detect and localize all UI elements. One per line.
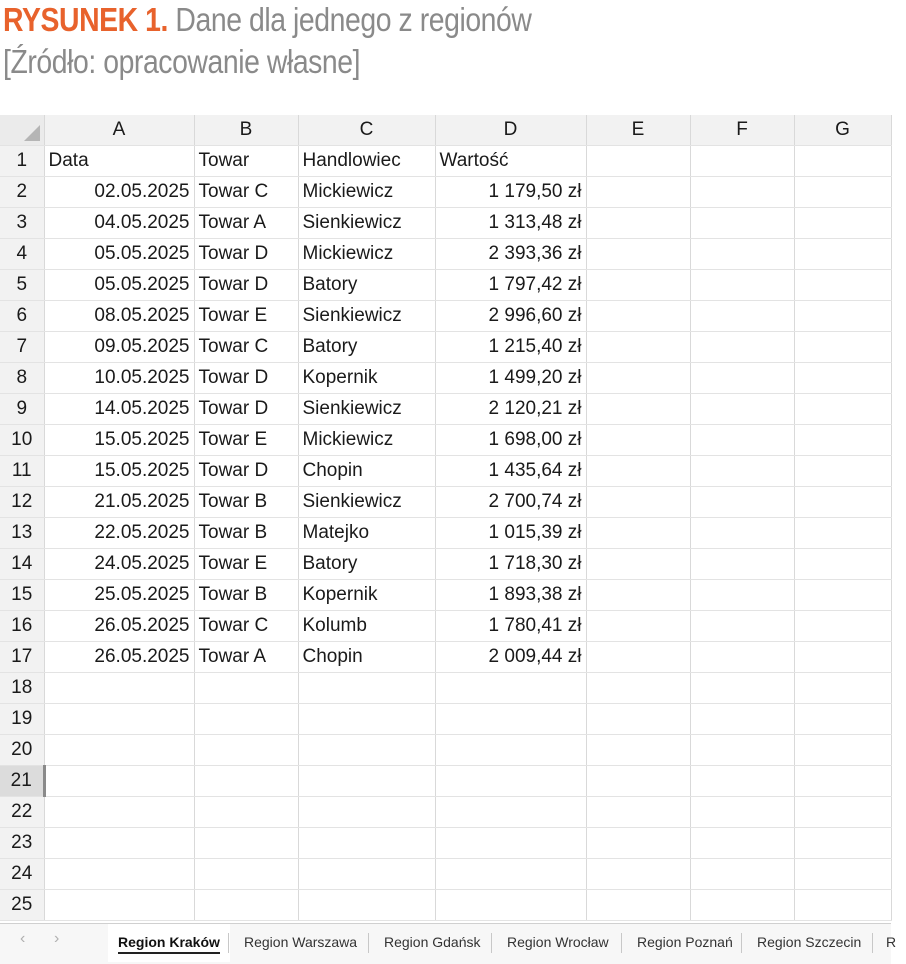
cell-g[interactable] xyxy=(794,611,891,642)
cell-a[interactable]: Data xyxy=(44,146,194,177)
cell-e[interactable] xyxy=(586,704,690,735)
tab-divider xyxy=(368,933,369,953)
cell-a[interactable]: 08.05.2025 xyxy=(44,301,194,332)
cell-f[interactable] xyxy=(690,828,794,859)
cell-a[interactable]: 05.05.2025 xyxy=(44,239,194,270)
cell-g[interactable] xyxy=(794,239,891,270)
table-row xyxy=(0,766,891,797)
cell-a[interactable]: 25.05.2025 xyxy=(44,580,194,611)
cell-b[interactable]: Towar A xyxy=(194,642,298,673)
cell-g[interactable] xyxy=(794,363,891,394)
row-header[interactable]: 14 xyxy=(0,549,44,580)
cell-g[interactable] xyxy=(794,456,891,487)
cell-a[interactable]: 02.05.2025 xyxy=(44,177,194,208)
cell-c[interactable]: Mickiewicz xyxy=(298,177,435,208)
cell-f[interactable] xyxy=(690,642,794,673)
cell-b[interactable]: Towar A xyxy=(194,208,298,239)
table-row xyxy=(0,859,891,890)
cell-f[interactable] xyxy=(690,146,794,177)
cell-a[interactable]: 24.05.2025 xyxy=(44,549,194,580)
row-header[interactable]: 18 xyxy=(0,673,44,704)
sheet-tab-region-krakow[interactable] xyxy=(108,924,230,962)
cell-g[interactable] xyxy=(794,270,891,301)
sheet-tab-region-gdansk[interactable] xyxy=(374,924,491,962)
row-header[interactable]: 7 xyxy=(0,332,44,363)
cell-e[interactable] xyxy=(586,642,690,673)
cell-e[interactable] xyxy=(586,363,690,394)
cell-e[interactable] xyxy=(586,146,690,177)
column-header-e[interactable]: E xyxy=(586,115,690,146)
cell-g[interactable] xyxy=(794,797,891,828)
cell-b[interactable]: Towar C xyxy=(194,177,298,208)
cell-a[interactable] xyxy=(44,890,194,921)
cell-e[interactable] xyxy=(586,301,690,332)
column-header-row xyxy=(0,115,891,146)
cell-c[interactable] xyxy=(298,704,435,735)
cell-g[interactable] xyxy=(794,518,891,549)
cell-d[interactable]: 1 780,41 zł xyxy=(435,611,586,642)
cell-g[interactable] xyxy=(794,301,891,332)
table-row xyxy=(0,270,891,301)
cell-e[interactable] xyxy=(586,332,690,363)
cell-c[interactable]: Kopernik xyxy=(298,580,435,611)
cell-b[interactable] xyxy=(194,766,298,797)
table-row xyxy=(0,363,891,394)
column-header-g[interactable]: G xyxy=(794,115,891,146)
tab-divider xyxy=(621,933,622,953)
cell-f[interactable] xyxy=(690,549,794,580)
cell-c[interactable]: Sienkiewicz xyxy=(298,301,435,332)
cell-g[interactable] xyxy=(794,549,891,580)
cell-a[interactable]: 10.05.2025 xyxy=(44,363,194,394)
cell-d[interactable] xyxy=(435,890,586,921)
cell-b[interactable]: Towar E xyxy=(194,425,298,456)
cell-e[interactable] xyxy=(586,580,690,611)
cell-g[interactable] xyxy=(794,177,891,208)
cell-g[interactable] xyxy=(794,642,891,673)
cell-a[interactable]: 21.05.2025 xyxy=(44,487,194,518)
cell-f[interactable] xyxy=(690,208,794,239)
table-row xyxy=(0,487,891,518)
cell-f[interactable] xyxy=(690,797,794,828)
cell-g[interactable] xyxy=(794,859,891,890)
row-header[interactable]: 19 xyxy=(0,704,44,735)
cell-g[interactable] xyxy=(794,828,891,859)
table-row xyxy=(0,580,891,611)
cell-c[interactable]: Chopin xyxy=(298,642,435,673)
cell-d[interactable]: 1 698,00 zł xyxy=(435,425,586,456)
cell-b[interactable]: Towar D xyxy=(194,270,298,301)
cell-g[interactable] xyxy=(794,208,891,239)
spreadsheet-grid xyxy=(0,115,891,963)
cell-f[interactable] xyxy=(690,394,794,425)
cell-a[interactable]: 05.05.2025 xyxy=(44,270,194,301)
row-header[interactable]: 13 xyxy=(0,518,44,549)
cell-c[interactable]: Mickiewicz xyxy=(298,425,435,456)
row-header[interactable]: 9 xyxy=(0,394,44,425)
tab-divider xyxy=(741,933,742,953)
row-header[interactable]: 12 xyxy=(0,487,44,518)
cell-b[interactable] xyxy=(194,890,298,921)
cell-a[interactable]: 26.05.2025 xyxy=(44,642,194,673)
cell-c[interactable] xyxy=(298,890,435,921)
cell-e[interactable] xyxy=(586,177,690,208)
cell-a[interactable] xyxy=(44,735,194,766)
table-row xyxy=(0,518,891,549)
cell-d[interactable]: 2 009,44 zł xyxy=(435,642,586,673)
cell-c[interactable]: Matejko xyxy=(298,518,435,549)
cell-b[interactable]: Towar B xyxy=(194,518,298,549)
cell-c[interactable]: Mickiewicz xyxy=(298,239,435,270)
sheet-tab-more[interactable] xyxy=(876,924,906,962)
table-row xyxy=(0,704,891,735)
cell-d[interactable] xyxy=(435,673,586,704)
cell-d[interactable] xyxy=(435,797,586,828)
row-header[interactable]: 1 xyxy=(0,146,44,177)
row-header[interactable]: 10 xyxy=(0,425,44,456)
column-header-b[interactable]: B xyxy=(194,115,298,146)
cell-d[interactable]: 2 393,36 zł xyxy=(435,239,586,270)
cell-f[interactable] xyxy=(690,456,794,487)
table-row xyxy=(0,208,891,239)
cell-a[interactable]: 26.05.2025 xyxy=(44,611,194,642)
cell-g[interactable] xyxy=(794,580,891,611)
cell-e[interactable] xyxy=(586,239,690,270)
cell-d[interactable]: 1 499,20 zł xyxy=(435,363,586,394)
row-header[interactable]: 15 xyxy=(0,580,44,611)
column-header-c[interactable]: C xyxy=(298,115,435,146)
cell-b[interactable]: Towar D xyxy=(194,394,298,425)
cell-a[interactable]: 14.05.2025 xyxy=(44,394,194,425)
cell-d[interactable]: 1 797,42 zł xyxy=(435,270,586,301)
row-header[interactable]: 23 xyxy=(0,828,44,859)
cell-c[interactable]: Batory xyxy=(298,549,435,580)
sheet-tab-region-poznan[interactable] xyxy=(627,924,743,962)
chevron-right-icon[interactable]: › xyxy=(54,930,60,947)
sheet-tab-label: Region Poznań xyxy=(637,934,733,950)
cell-g[interactable] xyxy=(794,146,891,177)
cell-a[interactable]: 22.05.2025 xyxy=(44,518,194,549)
cell-b[interactable] xyxy=(194,828,298,859)
cell-e[interactable] xyxy=(586,673,690,704)
cell-g[interactable] xyxy=(794,332,891,363)
cell-d[interactable] xyxy=(435,766,586,797)
cell-d[interactable] xyxy=(435,704,586,735)
cell-b[interactable]: Towar C xyxy=(194,332,298,363)
cell-b[interactable]: Towar B xyxy=(194,580,298,611)
cell-e[interactable] xyxy=(586,890,690,921)
cell-f[interactable] xyxy=(690,890,794,921)
cell-c[interactable]: Sienkiewicz xyxy=(298,394,435,425)
sheet-tab-region-szczecin[interactable] xyxy=(747,924,871,962)
cell-d[interactable]: 1 179,50 zł xyxy=(435,177,586,208)
cell-d[interactable]: 2 700,74 zł xyxy=(435,487,586,518)
cell-g[interactable] xyxy=(794,890,891,921)
column-header-f[interactable]: F xyxy=(690,115,794,146)
row-header[interactable]: 6 xyxy=(0,301,44,332)
cell-a[interactable]: 15.05.2025 xyxy=(44,425,194,456)
column-header-d[interactable]: D xyxy=(435,115,586,146)
column-header-a[interactable]: A xyxy=(44,115,194,146)
cell-e[interactable] xyxy=(586,456,690,487)
cell-g[interactable] xyxy=(794,673,891,704)
cell-f[interactable] xyxy=(690,859,794,890)
cell-c[interactable]: Kopernik xyxy=(298,363,435,394)
cell-b[interactable] xyxy=(194,704,298,735)
cell-c[interactable]: Handlowiec xyxy=(298,146,435,177)
cell-b[interactable] xyxy=(194,859,298,890)
cell-b[interactable]: Towar D xyxy=(194,456,298,487)
cell-d[interactable]: 2 996,60 zł xyxy=(435,301,586,332)
cell-b[interactable]: Towar B xyxy=(194,487,298,518)
cell-b[interactable]: Towar E xyxy=(194,301,298,332)
cell-a[interactable] xyxy=(44,859,194,890)
cell-f[interactable] xyxy=(690,518,794,549)
row-header[interactable]: 16 xyxy=(0,611,44,642)
cell-g[interactable] xyxy=(794,425,891,456)
cell-b[interactable]: Towar D xyxy=(194,363,298,394)
cell-g[interactable] xyxy=(794,704,891,735)
row-header[interactable]: 3 xyxy=(0,208,44,239)
cell-g[interactable] xyxy=(794,766,891,797)
table-row xyxy=(0,394,891,425)
cell-a[interactable] xyxy=(44,766,194,797)
cell-c[interactable] xyxy=(298,797,435,828)
cell-f[interactable] xyxy=(690,580,794,611)
cell-a[interactable] xyxy=(44,704,194,735)
table-row xyxy=(0,611,891,642)
select-all-button[interactable] xyxy=(0,115,44,146)
table-row xyxy=(0,828,891,859)
cell-c[interactable]: Chopin xyxy=(298,456,435,487)
figure-label: RYSUNEK 1. xyxy=(3,1,168,38)
cell-c[interactable] xyxy=(298,859,435,890)
table-row xyxy=(0,177,891,208)
cell-g[interactable] xyxy=(794,394,891,425)
table-row xyxy=(0,735,891,766)
cell-e[interactable] xyxy=(586,518,690,549)
sheet-tab-region-warszawa[interactable] xyxy=(234,924,367,962)
cell-d[interactable]: 1 215,40 zł xyxy=(435,332,586,363)
cell-d[interactable] xyxy=(435,828,586,859)
cell-e[interactable] xyxy=(586,394,690,425)
row-header[interactable]: 4 xyxy=(0,239,44,270)
row-header[interactable]: 25 xyxy=(0,890,44,921)
cell-f[interactable] xyxy=(690,611,794,642)
cell-c[interactable]: Batory xyxy=(298,332,435,363)
cell-d[interactable]: Wartość xyxy=(435,146,586,177)
cell-c[interactable]: Batory xyxy=(298,270,435,301)
cell-c[interactable] xyxy=(298,735,435,766)
worksheet-rows xyxy=(0,146,891,921)
cell-f[interactable] xyxy=(690,332,794,363)
figure-caption xyxy=(3,0,888,84)
table-row xyxy=(0,642,891,673)
tab-divider xyxy=(872,933,873,953)
cell-f[interactable] xyxy=(690,673,794,704)
row-header[interactable]: 17 xyxy=(0,642,44,673)
cell-g[interactable] xyxy=(794,487,891,518)
cell-e[interactable] xyxy=(586,735,690,766)
cell-c[interactable]: Sienkiewicz xyxy=(298,208,435,239)
sheet-tab-region-wroclaw[interactable] xyxy=(497,924,619,962)
figure-source: [Źródło: opracowanie własne] xyxy=(3,43,361,80)
cell-a[interactable] xyxy=(44,797,194,828)
cell-e[interactable] xyxy=(586,859,690,890)
row-header[interactable]: 21 xyxy=(0,766,44,797)
cell-c[interactable]: Kolumb xyxy=(298,611,435,642)
worksheet-table xyxy=(0,115,892,921)
cell-e[interactable] xyxy=(586,766,690,797)
table-row xyxy=(0,673,891,704)
cell-f[interactable] xyxy=(690,487,794,518)
cell-b[interactable]: Towar E xyxy=(194,549,298,580)
sheet-tab-label: Region Kraków xyxy=(118,934,220,954)
cell-e[interactable] xyxy=(586,611,690,642)
cell-f[interactable] xyxy=(690,735,794,766)
cell-b[interactable] xyxy=(194,735,298,766)
cell-c[interactable] xyxy=(298,766,435,797)
row-header[interactable]: 22 xyxy=(0,797,44,828)
cell-c[interactable]: Sienkiewicz xyxy=(298,487,435,518)
row-header[interactable]: 2 xyxy=(0,177,44,208)
cell-d[interactable]: 1 313,48 zł xyxy=(435,208,586,239)
sheet-tab-label: R xyxy=(886,934,897,950)
cell-d[interactable]: 2 120,21 zł xyxy=(435,394,586,425)
row-header[interactable]: 8 xyxy=(0,363,44,394)
table-row xyxy=(0,239,891,270)
cell-e[interactable] xyxy=(586,828,690,859)
header-row xyxy=(0,146,891,177)
row-header[interactable]: 5 xyxy=(0,270,44,301)
row-header[interactable]: 24 xyxy=(0,859,44,890)
cell-f[interactable] xyxy=(690,177,794,208)
cell-e[interactable] xyxy=(586,270,690,301)
cell-c[interactable] xyxy=(298,673,435,704)
cell-a[interactable]: 04.05.2025 xyxy=(44,208,194,239)
cell-d[interactable]: 1 435,64 zł xyxy=(435,456,586,487)
cell-d[interactable] xyxy=(435,859,586,890)
cell-e[interactable] xyxy=(586,487,690,518)
cell-a[interactable]: 09.05.2025 xyxy=(44,332,194,363)
cell-e[interactable] xyxy=(586,797,690,828)
caption-heading xyxy=(3,0,764,40)
select-all-icon xyxy=(24,125,40,141)
cell-g[interactable] xyxy=(794,735,891,766)
table-row xyxy=(0,301,891,332)
cell-e[interactable] xyxy=(586,425,690,456)
cell-c[interactable] xyxy=(298,828,435,859)
cell-b[interactable]: Towar C xyxy=(194,611,298,642)
sheet-tab-label: Region Warszawa xyxy=(244,934,358,950)
cell-f[interactable] xyxy=(690,363,794,394)
cell-b[interactable] xyxy=(194,673,298,704)
cell-d[interactable]: 1 015,39 zł xyxy=(435,518,586,549)
tab-divider xyxy=(228,933,229,953)
table-row xyxy=(0,797,891,828)
cell-f[interactable] xyxy=(690,270,794,301)
cell-f[interactable] xyxy=(690,301,794,332)
table-row xyxy=(0,425,891,456)
table-row xyxy=(0,890,891,921)
cell-b[interactable]: Towar D xyxy=(194,239,298,270)
cell-b[interactable]: Towar xyxy=(194,146,298,177)
cell-b[interactable] xyxy=(194,797,298,828)
chevron-left-icon[interactable]: ‹ xyxy=(20,930,26,947)
cell-f[interactable] xyxy=(690,766,794,797)
row-header[interactable]: 20 xyxy=(0,735,44,766)
cell-e[interactable] xyxy=(586,549,690,580)
cell-f[interactable] xyxy=(690,704,794,735)
cell-d[interactable]: 1 718,30 zł xyxy=(435,549,586,580)
cell-a[interactable] xyxy=(44,828,194,859)
table-row xyxy=(0,456,891,487)
cell-f[interactable] xyxy=(690,239,794,270)
table-row xyxy=(0,549,891,580)
tab-divider xyxy=(491,933,492,953)
cell-d[interactable] xyxy=(435,735,586,766)
sheet-tab-label: Region Szczecin xyxy=(757,934,862,950)
table-row xyxy=(0,332,891,363)
cell-f[interactable] xyxy=(690,425,794,456)
row-header[interactable]: 11 xyxy=(0,456,44,487)
sheet-tab-bar xyxy=(0,923,897,964)
sheet-tab-label: Region Wrocław xyxy=(507,934,609,950)
figure-title: Dane dla jednego z regionów xyxy=(175,1,532,38)
cell-a[interactable]: 15.05.2025 xyxy=(44,456,194,487)
sheet-tab-label: Region Gdańsk xyxy=(384,934,481,950)
cell-e[interactable] xyxy=(586,208,690,239)
cell-a[interactable] xyxy=(44,673,194,704)
cell-d[interactable]: 1 893,38 zł xyxy=(435,580,586,611)
